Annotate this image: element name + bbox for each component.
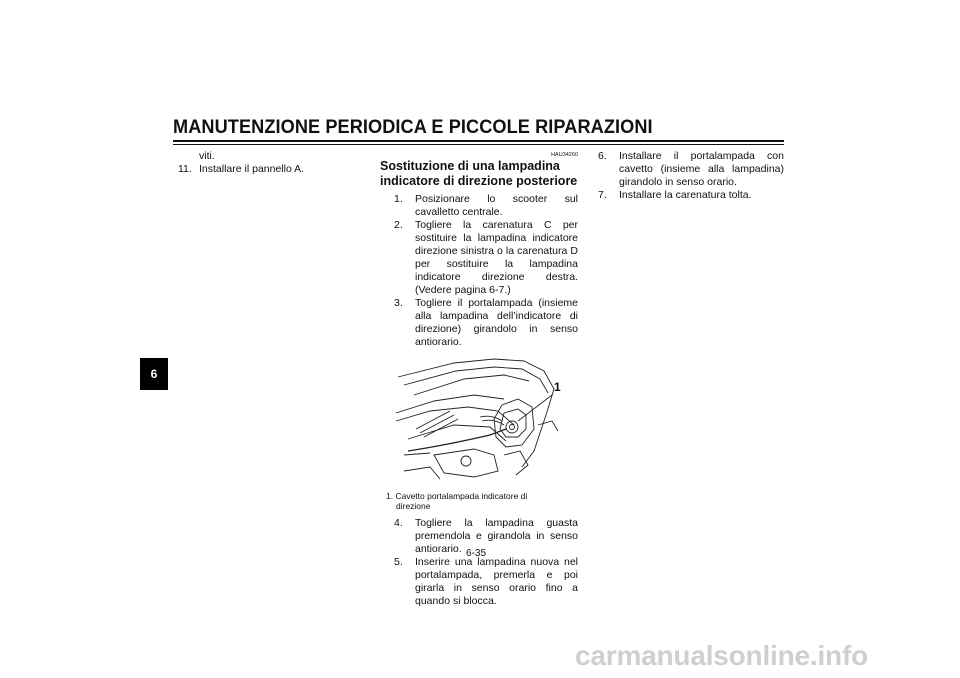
step-number: 11.	[178, 163, 192, 175]
column-right	[598, 150, 784, 202]
step-number: 2.	[394, 219, 403, 231]
caption-line-1: 1. Cavetto portalampada indicatore di	[386, 491, 528, 501]
step-2	[394, 219, 578, 297]
step-6	[598, 150, 784, 189]
header-rule-thin	[173, 144, 784, 145]
page-header-title: MANUTENZIONE PERIODICA E PICCOLE RIPARAZIONI	[173, 116, 653, 138]
callout-number: 1	[554, 380, 561, 394]
step-number: 4.	[394, 517, 403, 529]
caption-line-2: direzione	[396, 501, 431, 511]
step-text: Togliere la lampadina guasta premendola e girandola in senso antiorario.	[415, 517, 578, 555]
figure-caption	[386, 491, 578, 511]
step-number: 6.	[598, 150, 607, 162]
column-middle	[380, 150, 578, 608]
page-number: 6-35	[466, 548, 487, 559]
step-text: Installare il portalampada con cavetto (insieme alla lampadina) girandolo in senso orario.	[619, 150, 784, 188]
step-number: 3.	[394, 297, 403, 309]
step-number: 1.	[394, 193, 403, 205]
step-text: Inserire una lampadina nuova nel portalampada, premerla e poi girarla in senso orario fino a quando si blocca.	[415, 556, 578, 607]
section-code: HAU34260	[551, 152, 578, 158]
step-text: Installare la carenatura tolta.	[619, 189, 752, 201]
step-text: Installare il pannello A.	[199, 163, 305, 175]
step-3	[394, 297, 578, 349]
step-number: 7.	[598, 189, 607, 201]
column-left	[178, 150, 348, 176]
header-rule-thick	[173, 140, 784, 142]
step-text: Posizionare lo scooter sul cavalletto centrale.	[415, 193, 578, 218]
step-1	[394, 193, 578, 219]
continued-text: viti.	[199, 150, 215, 162]
bulb-holder-illustration	[394, 355, 564, 483]
section-title: Sostituzione di una lampadina indicatore di direzione posteriore	[380, 159, 578, 188]
step-11	[178, 163, 348, 176]
step-text: Togliere la carenatura C per sostituire la lampadina indicatore direzione sinistra o la carenatura D per sostituire la lampadina indicatore direzione destra. (Vedere pagina 6-7.)	[415, 219, 578, 296]
step-number: 5.	[394, 556, 403, 568]
step-7	[598, 189, 784, 202]
watermark-text: carmanualsonline.info	[575, 640, 868, 671]
step-5	[394, 556, 578, 608]
chapter-tab: 6	[140, 358, 168, 390]
step-text: Togliere il portalampada (insieme alla lampadina dell’indicatore di direzione) girandolo in senso antiorario.	[415, 297, 578, 348]
